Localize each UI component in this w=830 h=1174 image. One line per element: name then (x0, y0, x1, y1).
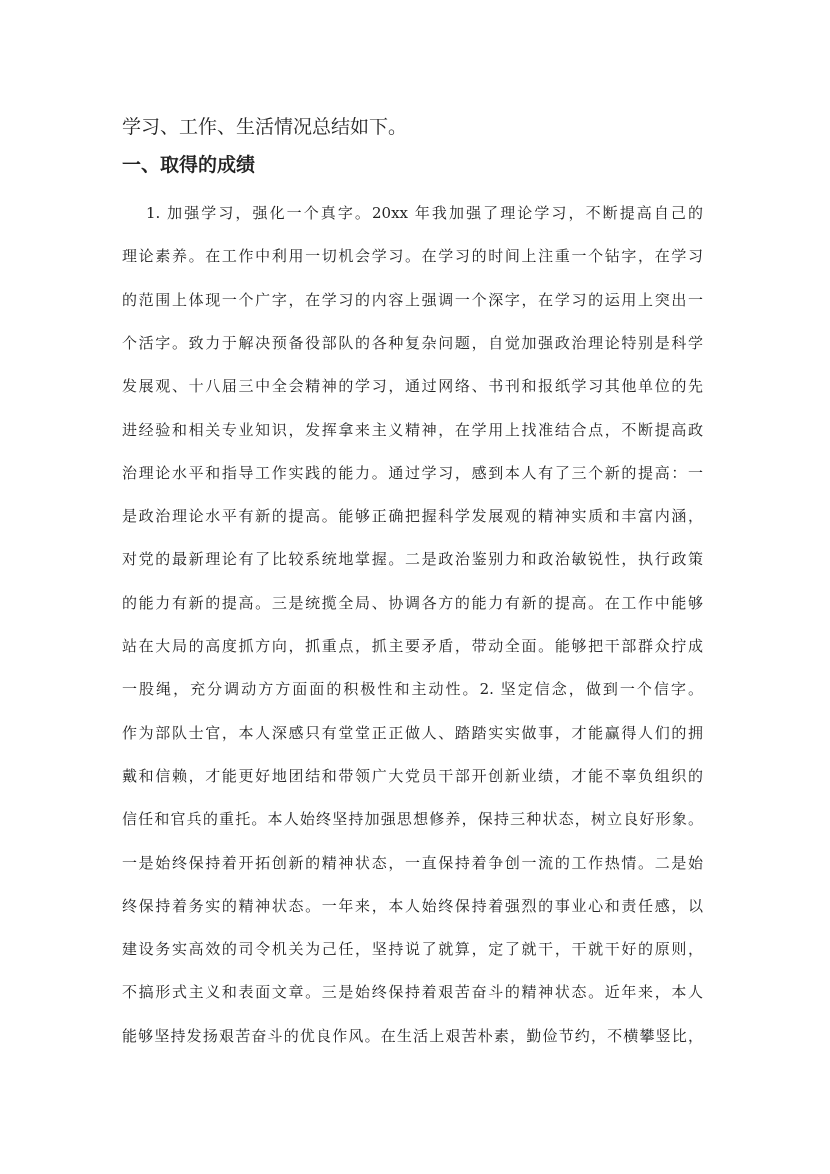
body-line: 终保持着务实的精神状态。一年来，本人始终保持着强烈的事业心和责任感，以 (122, 896, 703, 915)
section-heading: 一、取得的成绩 (122, 154, 256, 176)
body-line: 的范围上体现一个广字，在学习的内容上强调一个深字，在学习的运用上突出一 (122, 290, 703, 309)
body-line: 作为部队士官，本人深感只有堂堂正正做人、踏踏实实做事，才能赢得人们的拥 (122, 723, 703, 742)
body-line: 不搞形式主义和表面文章。三是始终保持着艰苦奋斗的精神状态。近年来，本人 (122, 983, 703, 1002)
body-line: 戴和信赖，才能更好地团结和带领广大党员干部开创新业绩，才能不辜负组织的 (122, 766, 703, 785)
body-line: 建设务实高效的司令机关为己任，坚持说了就算，定了就干，干就干好的原则， (122, 940, 703, 959)
body-line: 发展观、十八届三中全会精神的学习，通过网络、书刊和报纸学习其他单位的先 (122, 377, 703, 396)
body-line: 一股绳，充分调动方方面面的积极性和主动性。2. 坚定信念，做到一个信字。 (122, 680, 703, 699)
body-line: 对党的最新理论有了比较系统地掌握。二是政治鉴别力和政治敏锐性，执行政策 (122, 550, 703, 569)
body-line: 1. 加强学习，强化一个真字。20xx 年我加强了理论学习，不断提高自己的 (146, 204, 703, 222)
body-line: 能够坚持发扬艰苦奋斗的优良作风。在生活上艰苦朴素，勤俭节约，不横攀竖比， (122, 1026, 703, 1045)
body-line: 信任和官兵的重托。本人始终坚持加强思想修养，保持三种状态，树立良好形象。 (122, 810, 703, 829)
body-line: 站在大局的高度抓方向，抓重点，抓主要矛盾，带动全面。能够把干部群众拧成 (122, 637, 703, 655)
body-line: 个活字。致力于解决预备役部队的各种复杂问题，自觉加强政治理论特别是科学 (122, 333, 703, 352)
body-line: 治理论水平和指导工作实践的能力。通过学习，感到本人有了三个新的提高：一 (122, 463, 703, 482)
body-line: 是政治理论水平有新的提高。能够正确把握科学发展观的精神实质和丰富内涵， (122, 507, 703, 526)
intro-line: 学习、工作、生活情况总结如下。 (122, 116, 408, 138)
body-line: 的能力有新的提高。三是统揽全局、协调各方的能力有新的提高。在工作中能够 (122, 593, 703, 612)
body-line: 进经验和相关专业知识，发挥拿来主义精神，在学用上找准结合点，不断提高政 (122, 420, 703, 439)
body-line: 一是始终保持着开拓创新的精神状态，一直保持着争创一流的工作热情。二是始 (122, 853, 703, 872)
body-line: 理论素养。在工作中利用一切机会学习。在学习的时间上注重一个钻字，在学习 (122, 247, 703, 266)
